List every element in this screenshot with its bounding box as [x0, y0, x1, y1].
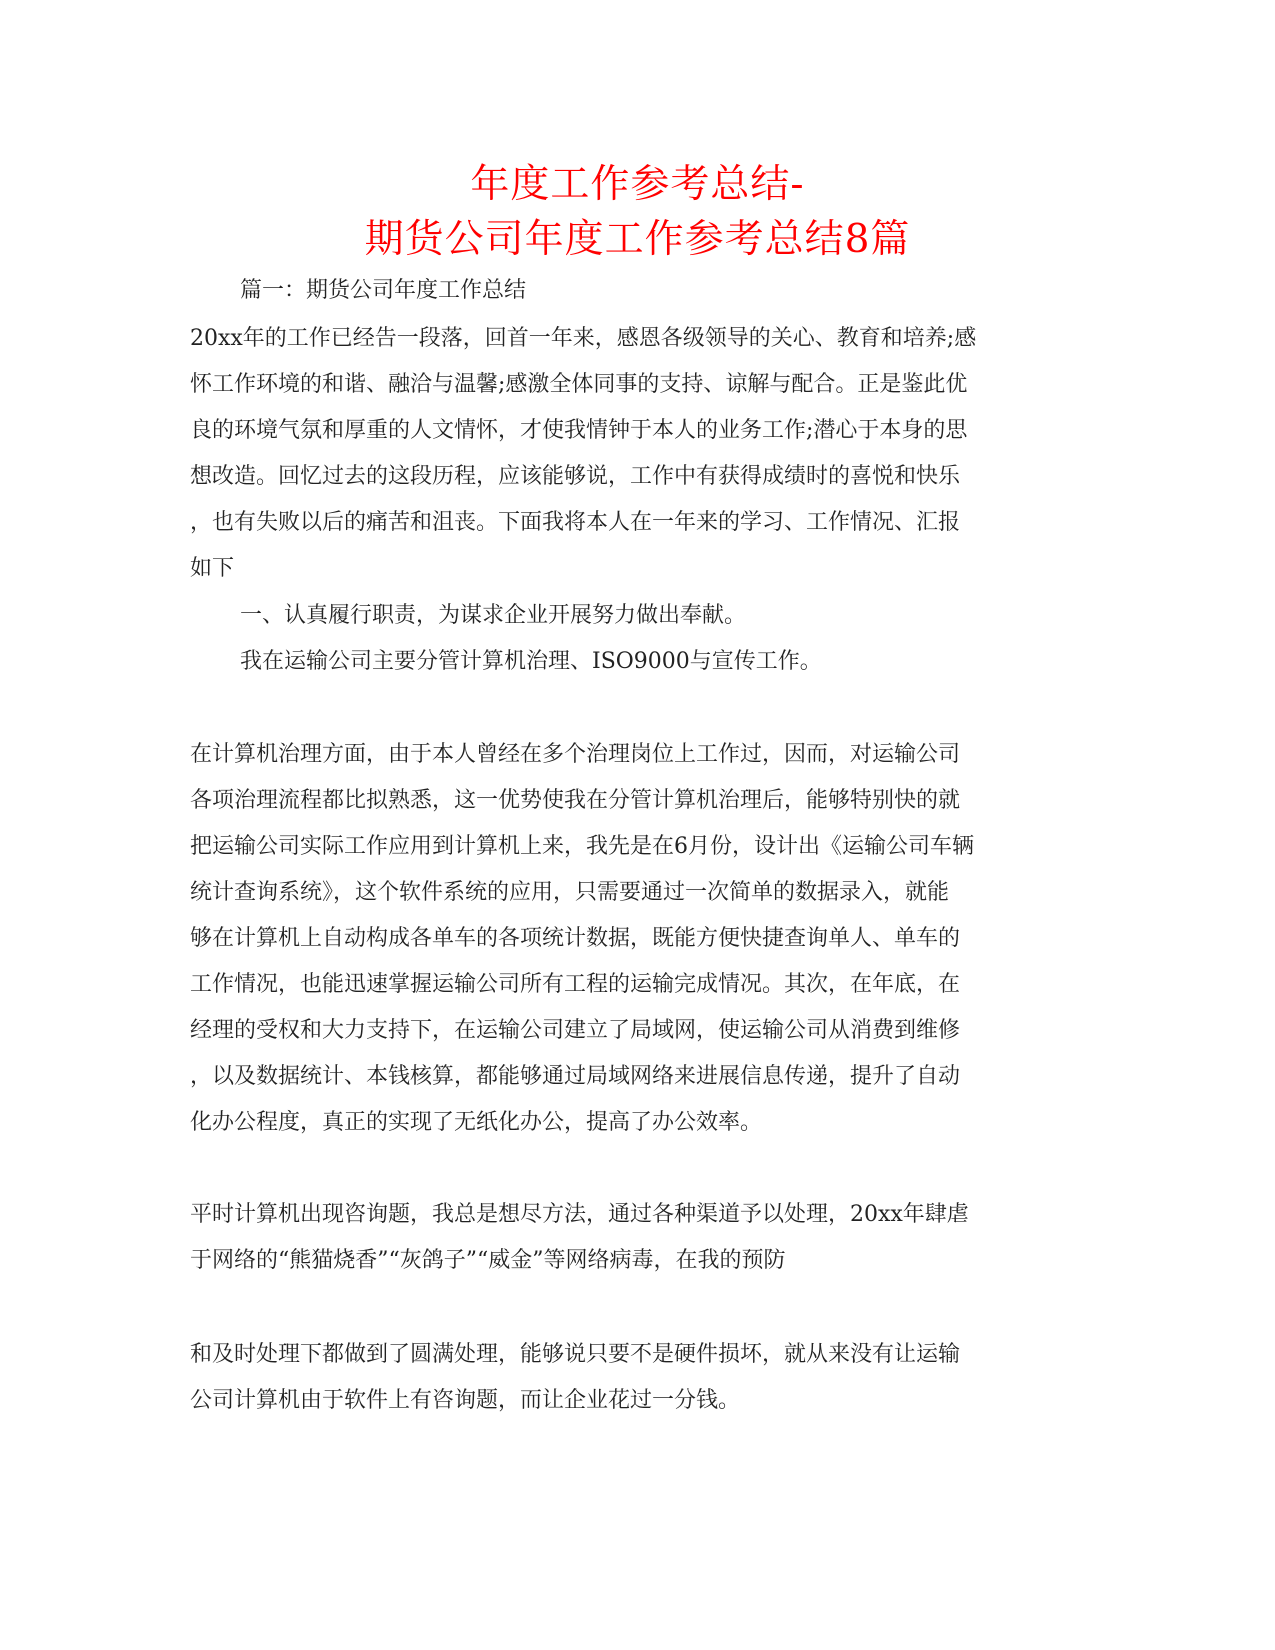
paragraph-line: 我在运输公司主要分管计算机治理、ISO9000与宣传工作。 — [240, 649, 822, 674]
paragraph-line: 良的环境气氛和厚重的人文情怀，才使我情钟于本人的业务工作;潜心于本身的思 — [190, 418, 968, 443]
document-title-line-1: 年度工作参考总结- — [470, 162, 805, 207]
paragraph-line: 公司计算机由于软件上有咨询题，而让企业花过一分钱。 — [190, 1388, 741, 1413]
paragraph-line: 统计查询系统》，这个软件系统的应用，只需要通过一次简单的数据录入，就能 — [190, 880, 950, 905]
paragraph-line: 怀工作环境的和谐、融洽与温馨;感激全体同事的支持、谅解与配合。正是鉴此优 — [190, 372, 968, 397]
document-title-line-2: 期货公司年度工作参考总结8篇 — [364, 217, 911, 262]
paragraph-line: 想改造。回忆过去的这段历程，应该能够说，工作中有获得成绩时的喜悦和快乐 — [190, 464, 961, 489]
paragraph-line: 和及时处理下都做到了圆满处理，能够说只要不是硬件损坏，就从来没有让运输 — [190, 1342, 961, 1367]
paragraph-line: 工作情况，也能迅速掌握运输公司所有工程的运输完成情况。其次，在年底，在 — [190, 972, 961, 997]
paragraph-line: 化办公程度，真正的实现了无纸化办公，提高了办公效率。 — [190, 1110, 763, 1135]
paragraph-line: 如下 — [190, 556, 235, 581]
paragraph-line: 在计算机治理方面，由于本人曾经在多个治理岗位上工作过，因而，对运输公司 — [190, 742, 961, 767]
paragraph-line: 把运输公司实际工作应用到计算机上来，我先是在6月份，设计出《运输公司车辆 — [190, 834, 974, 859]
paragraph-line: 于网络的“熊猫烧香”“灰鸽子”“威金”等网络病毒，在我的预防 — [190, 1248, 786, 1273]
paragraph-line: 够在计算机上自动构成各单车的各项统计数据，既能方便快捷查询单人、单车的 — [190, 926, 961, 951]
paragraph-line: ，以及数据统计、本钱核算，都能够通过局域网络来进展信息传递，提升了自动 — [190, 1064, 961, 1089]
paragraph-line: ，也有失败以后的痛苦和沮丧。下面我将本人在一年来的学习、工作情况、汇报 — [190, 510, 961, 535]
paragraph-line: 20xx年的工作已经告一段落，回首一年来，感恩各级领导的关心、教育和培养;感 — [190, 326, 977, 351]
paragraph-line: 平时计算机出现咨询题，我总是想尽方法，通过各种渠道予以处理，20xx年肆虐 — [190, 1202, 969, 1227]
paragraph-line: 经理的受权和大力支持下，在运输公司建立了局域网，使运输公司从消费到维修 — [190, 1018, 961, 1043]
subheading: 一、认真履行职责，为谋求企业开展努力做出奉献。 — [240, 603, 747, 628]
section-heading: 篇一：期货公司年度工作总结 — [240, 278, 527, 303]
paragraph-line: 各项治理流程都比拟熟悉，这一优势使我在分管计算机治理后，能够特别快的就 — [190, 788, 961, 813]
